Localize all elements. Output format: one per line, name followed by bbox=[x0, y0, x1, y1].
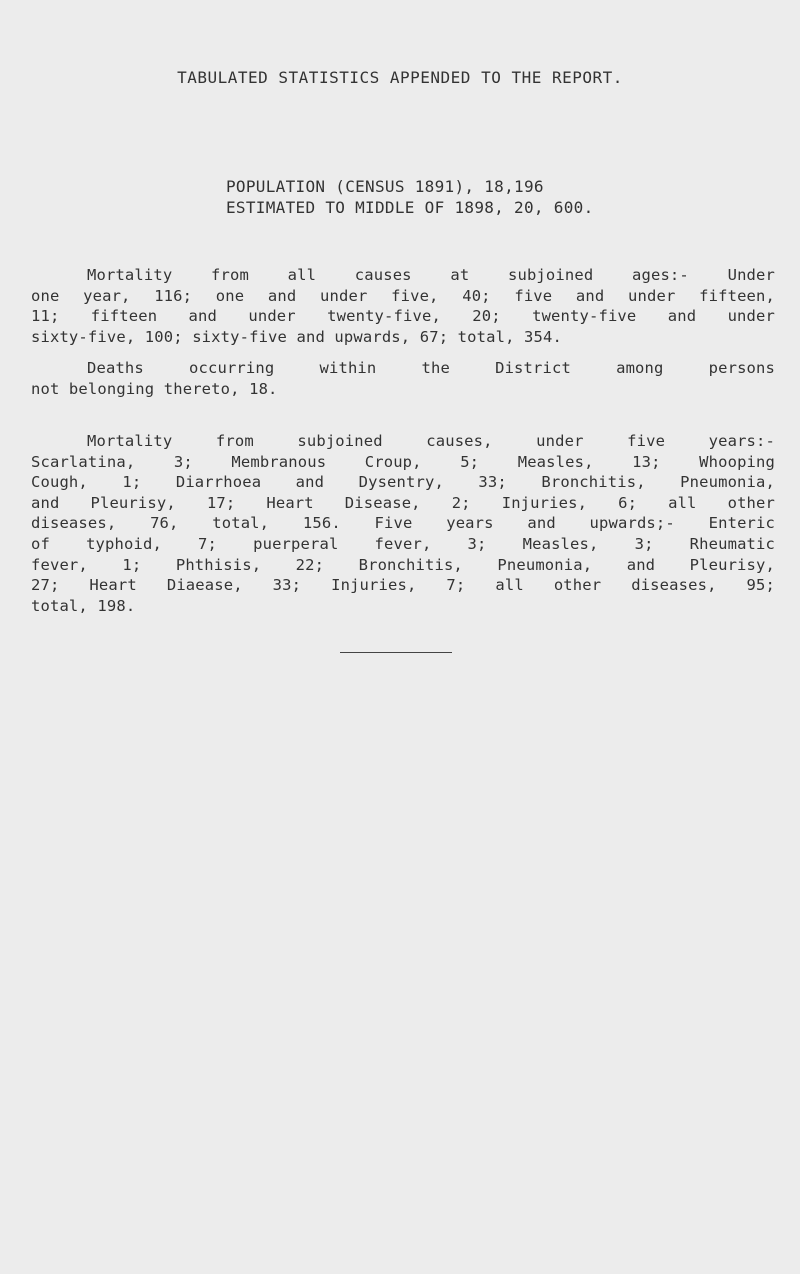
paragraph-line: not belonging thereto, 18. bbox=[31, 379, 278, 398]
paragraph-line: diseases, 76, total, 156. Five years and upwards;- Enteric bbox=[31, 514, 775, 533]
paragraph-line: total, 198. bbox=[31, 596, 136, 615]
paragraph-line: Mortality from all causes at subjoined ages:- Under bbox=[87, 266, 775, 284]
mortality-by-age-paragraph bbox=[31, 265, 775, 347]
paragraph-line: Mortality from subjoined causes, under five years:- bbox=[87, 432, 775, 450]
paragraph-line: one year, 116; one and under five, 40; five and under fifteen, bbox=[31, 286, 775, 305]
paragraph-line: of typhoid, 7; puerperal fever, 3; Measles, 3; Rheumatic bbox=[31, 534, 775, 553]
paragraph-line: Cough, 1; Diarrhoea and Dysentry, 33; Bronchitis, Pneumonia, bbox=[31, 473, 775, 492]
non-resident-deaths-paragraph bbox=[31, 358, 775, 399]
population-block bbox=[226, 176, 594, 218]
paragraph-line: sixty-five, 100; sixty-five and upwards, 67; total, 354. bbox=[31, 327, 562, 346]
estimated-population: ESTIMATED TO MIDDLE OF 1898, 20, 600. bbox=[226, 198, 594, 217]
mortality-by-cause-paragraph bbox=[31, 431, 775, 616]
paragraph-line: 27; Heart Diaease, 33; Injuries, 7; all other diseases, 95; bbox=[31, 576, 775, 595]
census-population: POPULATION (CENSUS 1891), 18,196 bbox=[226, 177, 544, 196]
section-divider bbox=[340, 652, 452, 653]
paragraph-line: fever, 1; Phthisis, 22; Bronchitis, Pneumonia, and Pleurisy, bbox=[31, 555, 775, 574]
paragraph-line: Scarlatina, 3; Membranous Croup, 5; Measles, 13; Whooping bbox=[31, 452, 775, 471]
paragraph-line: Deaths occurring within the District among persons bbox=[87, 359, 775, 377]
paragraph-line: 11; fifteen and under twenty-five, 20; twenty-five and under bbox=[31, 307, 775, 326]
paragraph-line: and Pleurisy, 17; Heart Disease, 2; Injuries, 6; all other bbox=[31, 493, 775, 512]
page-heading: TABULATED STATISTICS APPENDED TO THE REPORT. bbox=[177, 68, 623, 87]
